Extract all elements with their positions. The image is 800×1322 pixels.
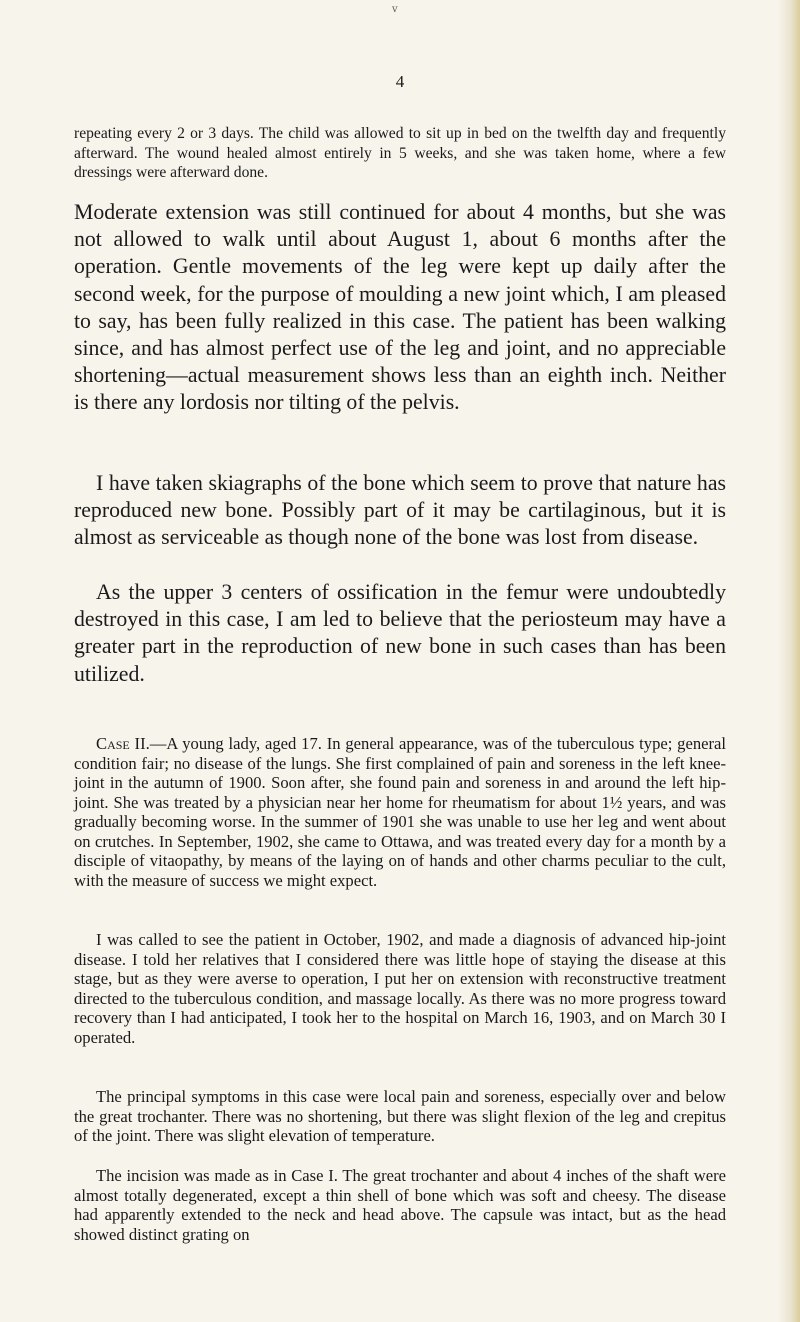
paragraph-symptoms: The principal symptoms in this case were local pain and soreness, especially over and below the great trochanter. There was no shortening, but there was slight flexion of the leg and crepitus of the joint. There was slight elevation of temperature. — [74, 1087, 726, 1146]
paragraph-ossification: As the upper 3 centers of ossification in the femur were undoubtedly destroyed in this case, I am led to believe that the periosteum may have a greater part in the reproduction of new bone in such cases than has been utilized. — [74, 580, 726, 686]
paragraph-continuation: repeating every 2 or 3 days. The child was allowed to sit up in bed on the twelfth day and frequently afterward. The wound healed almost entirely in 5 weeks, and she was taken home, where a few dressings were afterward done. — [74, 125, 726, 182]
paragraph-diagnosis: I was called to see the patient in October, 1902, and made a diagnosis of advanced hip-joint disease. I told her relatives that I considered there was little hope of staying the disease at this stage, but as they were averse to operation, I put her on extension with reconstructive treatment directed to the tuberculous condition, and massage locally. As there was no more progress toward recovery than I had anticipated, I took her to the hospital on March 16, 1903, and on March 30 I operated. — [74, 930, 726, 1047]
case-heading: Case II. — [96, 734, 150, 753]
corner-mark: v — [392, 4, 398, 15]
paragraph-extension: Moderate extension was still continued for about 4 months, but she was not allowed to walk until about August 1, about 6 months after the operation. Gentle movements of the leg were kept up daily after the second week, for the purpose of moulding a new joint which, I am pleased to say, has been fully realized in this case. The patient has been walking since, and has almost perfect use of the leg and joint, and no appreciable shortening—actual measurement shows less than an eighth inch. Neither is there any lordosis nor tilting of the pelvis. — [74, 200, 726, 415]
case-two-text: —A young lady, aged 17. In general appearance, was of the tuberculous type; general condition fair; no disease of the lungs. She first complained of pain and soreness in the left knee-joint in the autumn of 1900. Soon after, she found pain and soreness in and around the left hip-joint. She was treated by a physician near her home for rheumatism for about 1½ years, and was gradually becoming worse. In the summer of 1901 she was unable to use her leg and went about on crutches. In September, 1902, she came to Ottawa, and was treated every day for a month by a disciple of vitaopathy, by means of the laying on of hands and other charms peculiar to the cult, with the measure of success we might expect. — [74, 734, 726, 890]
paragraph-incision: The incision was made as in Case I. The great trochanter and about 4 inches of the shaft were almost totally degenerated, except a thin shell of bone which was soft and cheesy. The disease had apparently extended to the neck and head above. The capsule was intact, but as the head showed distinct grating on — [74, 1166, 726, 1244]
paragraph-case-two — [74, 734, 726, 890]
page-number: 4 — [395, 72, 405, 91]
page-edge-shadow — [778, 0, 800, 1322]
paragraph-skiagraphs: I have taken skiagraphs of the bone which seem to prove that nature has reproduced new bone. Possibly part of it may be cartilaginous, but it is almost as serviceable as though none of the bone was lost from disease. — [74, 471, 726, 550]
